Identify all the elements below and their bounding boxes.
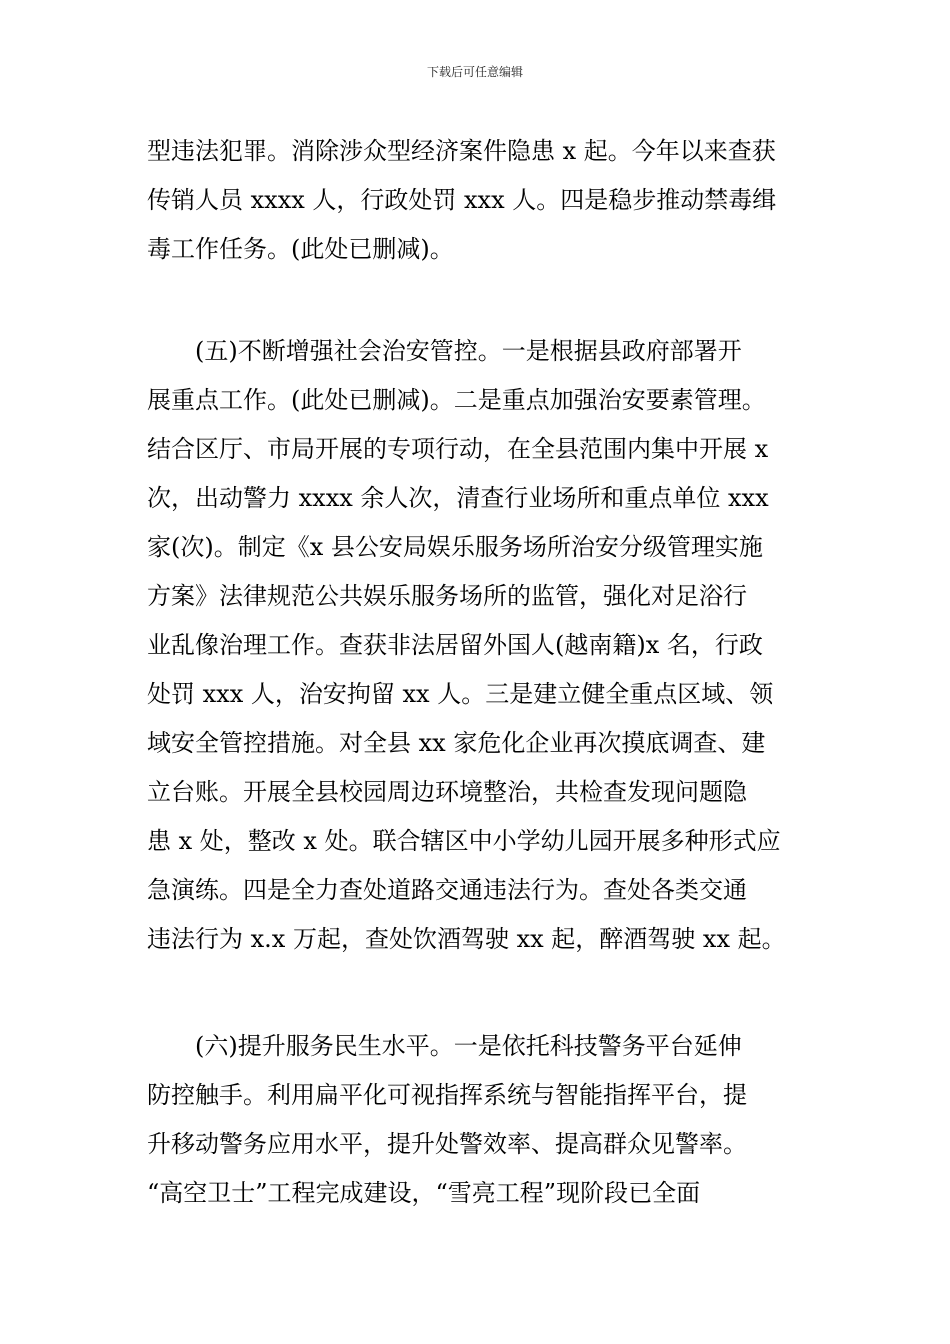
- paragraph-2-line-8: 处罚 xxx 人，治安拘留 xx 人。三是建立健全重点区域、领: [147, 680, 774, 708]
- paragraph-2-line-6: 方案》法律规范公共娱乐服务场所的监管，强化对足浴行: [147, 582, 747, 610]
- paragraph-2-line-10: 立台账。开展全县校园周边环境整治，共检查发现问题隐: [147, 778, 747, 806]
- paragraph-2-line-13: 违法行为 x.x 万起，查处饮酒驾驶 xx 起，醉酒驾驶 xx 起。: [147, 925, 786, 953]
- paragraph-2-line-4: 次，出动警力 xxxx 余人次，清查行业场所和重点单位 xxx: [147, 484, 769, 512]
- page-header: 下载后可任意编辑: [426, 65, 523, 79]
- paragraph-2-line-11: 患 x 处，整改 x 处。联合辖区中小学幼儿园开展多种形式应: [147, 827, 781, 855]
- paragraph-1-line-2: 传销人员 xxxx 人，行政处罚 xxx 人。四是稳步推动禁毒缉: [147, 186, 777, 214]
- paragraph-1-line-3: 毒工作任务。(此处已删减)。: [147, 235, 454, 263]
- paragraph-1-line-1: 型违法犯罪。消除涉众型经济案件隐患 x 起。今年以来查获: [147, 137, 776, 165]
- paragraph-3-line-1: (六)提升服务民生水平。一是依托科技警务平台延伸: [195, 1032, 742, 1060]
- paragraph-2-line-1: (五)不断增强社会治安管控。一是根据县政府部署开: [195, 337, 742, 365]
- paragraph-2-line-9: 域安全管控措施。对全县 xx 家危化企业再次摸底调查、建: [147, 729, 766, 757]
- paragraph-2-line-12: 急演练。四是全力查处道路交通违法行为。查处各类交通: [147, 876, 747, 904]
- paragraph-2-line-7: 业乱像治理工作。查获非法居留外国人(越南籍)x 名，行政: [147, 631, 763, 659]
- paragraph-3-line-2: 防控触手。利用扁平化可视指挥系统与智能指挥平台，提: [147, 1081, 747, 1109]
- paragraph-2-line-2: 展重点工作。(此处已删减)。二是重点加强治安要素管理。: [147, 386, 766, 414]
- paragraph-2-line-5: 家(次)。制定《x 县公安局娱乐服务场所治安分级管理实施: [147, 533, 763, 561]
- paragraph-3-line-3: 升移动警务应用水平，提升处警效率、提高群众见警率。: [147, 1130, 747, 1158]
- paragraph-3-line-4: “高空卫士”工程完成建设，“雪亮工程”现阶段已全面: [147, 1179, 701, 1207]
- paragraph-2-line-3: 结合区厅、市局开展的专项行动，在全县范围内集中开展 x: [147, 435, 769, 463]
